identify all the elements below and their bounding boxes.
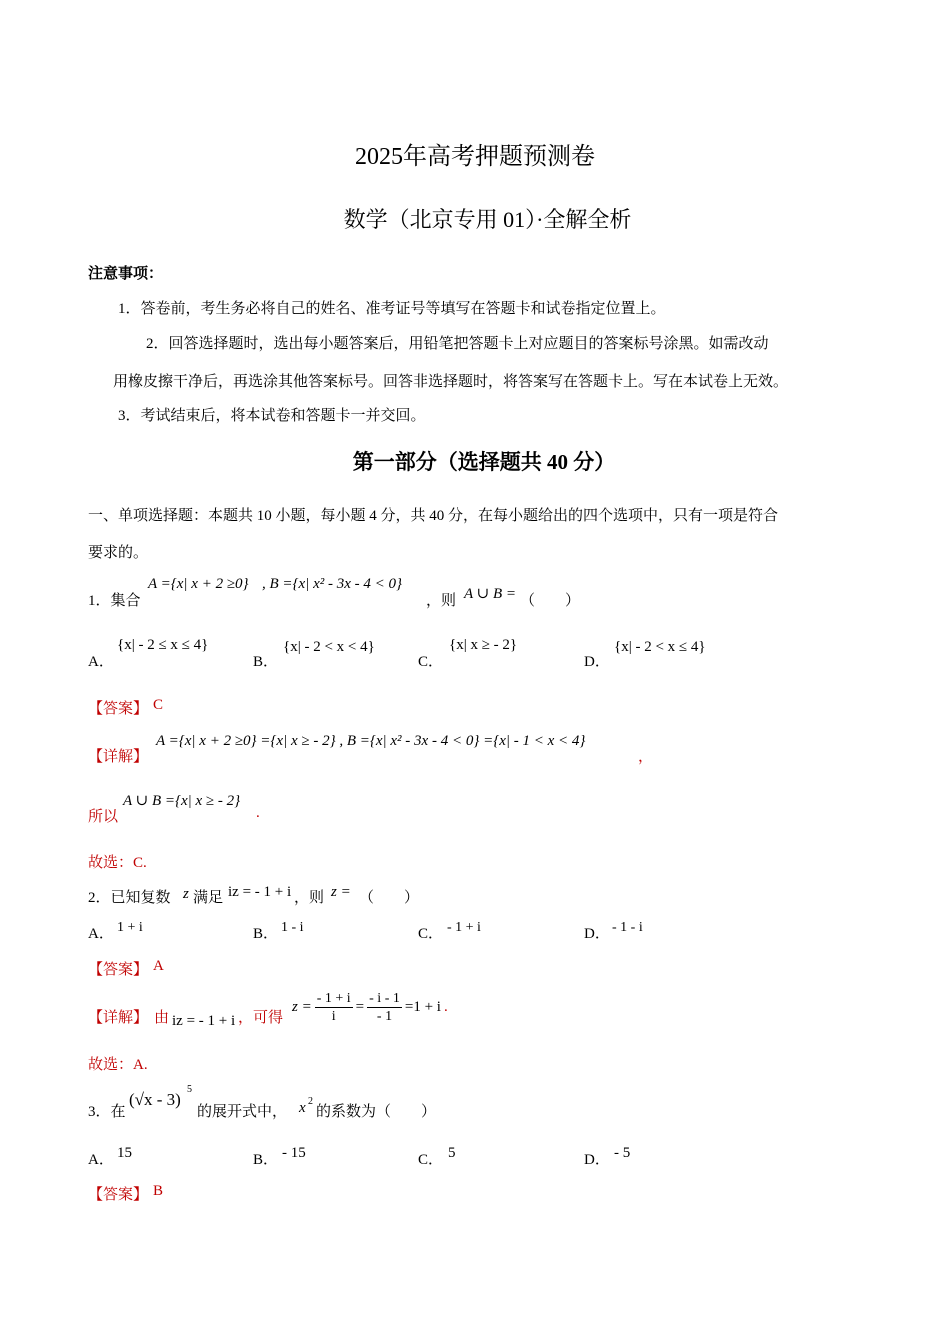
q2-mid: 满足 (193, 890, 224, 906)
q2-detail-tag: 【详解】 (88, 1010, 149, 1026)
q1-set-b: , B ={x| x² - 3x - 4 < 0} (262, 576, 402, 592)
q1-so-math: A ∪ B ={x| x ≥ - 2} (123, 793, 241, 809)
q1-so: 所以 (88, 809, 119, 825)
q3-prefix: 3．在 (88, 1104, 126, 1120)
q2-answer: A (153, 958, 164, 974)
q3-option-d: - 5 (614, 1145, 631, 1161)
part-heading: 第一部分（选择题共 40 分） (352, 450, 616, 474)
q3-answer-tag: 【答案】 (88, 1187, 149, 1203)
q2-detail-math (292, 990, 448, 1025)
q1-paren: （ ） (520, 593, 581, 609)
q2-option-b: 1 - i (281, 920, 304, 935)
q2-fraction-2 (367, 990, 402, 1025)
q2-paren: （ ） (359, 890, 420, 906)
notice-heading: 注意事项： (88, 266, 164, 282)
q3-option-a-label: A． (88, 1152, 114, 1168)
q1-option-d: {x| - 2 < x ≤ 4} (614, 639, 706, 655)
q1-then: ，则 (426, 593, 457, 609)
q3-term: x (299, 1100, 306, 1116)
q2-detail-get: ，可得 (238, 1010, 284, 1026)
q1-option-c: {x| x ≥ - 2} (449, 637, 518, 653)
q2-option-c: - 1 + i (447, 920, 481, 935)
q2-detail-result: =1 + i (404, 999, 441, 1015)
q2-option-a-label: A． (88, 926, 114, 942)
q2-fraction-2-numerator: - i - 1 (369, 991, 400, 1006)
q1-option-a: {x| - 2 ≤ x ≤ 4} (117, 637, 209, 653)
q2-z: z (183, 886, 189, 902)
q3-option-b: - 15 (282, 1145, 306, 1161)
page-title: 2025年高考押题预测卷 (355, 144, 595, 170)
q3-mid: 的展开式中， (197, 1104, 288, 1120)
q3-term-power: 2 (308, 1096, 313, 1107)
q2-option-a: 1 + i (117, 920, 143, 935)
q2-detail-from: 由 (154, 1010, 170, 1026)
section-intro-line2: 要求的。 (88, 545, 149, 561)
q1-detail-end: ， (638, 749, 654, 765)
notice-item-2-line1: 2．回答选择题时，选出每小题答案后，用铅笔把答题卡上对应题目的答案标号涂黑。如需改动 (146, 336, 769, 352)
q2-then: ，则 (294, 890, 325, 906)
q2-prefix: 2．已知复数 (88, 890, 171, 906)
q2-fraction-1-numerator: - 1 + i (316, 991, 351, 1006)
q1-so-end: . (256, 805, 260, 821)
q1-union: A ∪ B = (464, 586, 516, 602)
q1-option-b-label: B． (253, 654, 279, 670)
q1-detail-tag: 【详解】 (88, 749, 149, 765)
q2-option-d-label: D． (584, 926, 610, 942)
q3-option-a: 15 (117, 1145, 132, 1161)
q2-fraction-1 (315, 990, 353, 1025)
q2-condition: iz = - 1 + i (228, 884, 292, 900)
q3-expression: (√x - 3) (129, 1090, 181, 1109)
q3-option-c-label: C． (418, 1152, 444, 1168)
q1-answer-tag: 【答案】 (88, 701, 149, 717)
q2-detail-end: . (443, 999, 448, 1015)
q2-option-d: - 1 - i (612, 920, 643, 935)
q3-power: 5 (187, 1084, 192, 1095)
q3-option-d-label: D． (584, 1152, 610, 1168)
section-intro-line1: 一、单项选择题：本题共 10 小题，每小题 4 分，共 40 分，在每小题给出的四个选项中，只有一项是符合 (88, 508, 779, 524)
q3-answer: B (153, 1183, 164, 1199)
q2-ask: z = (331, 884, 351, 900)
q2-fraction-1-denominator: i (331, 1009, 336, 1024)
q1-prefix: 1．集合 (88, 593, 141, 609)
q3-option-b-label: B． (253, 1152, 279, 1168)
q1-answer: C (153, 697, 164, 713)
q1-option-b: {x| - 2 < x < 4} (283, 639, 375, 655)
q2-detail-condition: iz = - 1 + i (172, 1013, 236, 1029)
q2-choose: 故选：A. (88, 1057, 148, 1073)
q2-detail-z: z = (292, 999, 312, 1015)
q2-detail-equals: = (355, 999, 365, 1015)
q2-option-c-label: C． (418, 926, 444, 942)
q1-detail-math: A ={x| x + 2 ≥0} ={x| x ≥ - 2} , B ={x| x² - 3x - 4 < 0} ={x| - 1 < x < 4} (156, 733, 586, 749)
q1-option-c-label: C． (418, 654, 444, 670)
q1-option-d-label: D． (584, 654, 610, 670)
q3-suffix: 的系数为（ ） (316, 1104, 437, 1120)
q1-choose: 故选：C. (88, 855, 147, 871)
q1-set-a: A ={x| x + 2 ≥0} (148, 576, 249, 592)
notice-item-2-line2: 用橡皮擦干净后，再选涂其他答案标号。回答非选择题时，将答案写在答题卡上。写在本试卷上无效。 (113, 374, 789, 390)
page-subtitle: 数学（北京专用 01）·全解全析 (343, 207, 632, 232)
q1-option-a-label: A． (88, 654, 114, 670)
notice-item-3: 3．考试结束后，将本试卷和答题卡一并交回。 (118, 408, 426, 424)
notice-item-1: 1．答卷前，考生务必将自己的姓名、准考证号等填写在答题卡和试卷指定位置上。 (118, 301, 666, 317)
q2-answer-tag: 【答案】 (88, 962, 149, 978)
q2-option-b-label: B． (253, 926, 279, 942)
q3-option-c: 5 (448, 1145, 456, 1161)
q2-fraction-2-denominator: - 1 (376, 1009, 393, 1024)
